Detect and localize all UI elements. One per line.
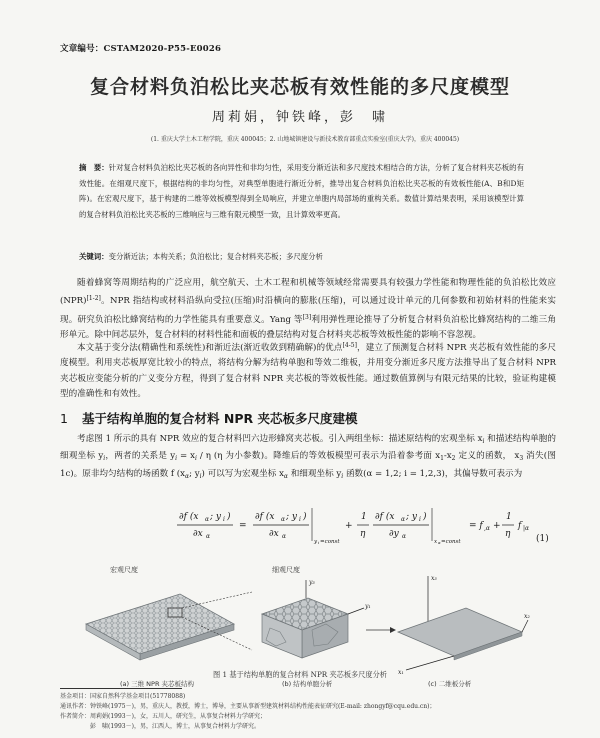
subscript: α <box>185 472 190 480</box>
article-number: 文章编号：CSTAM2020-P55-E0026 <box>60 44 222 54</box>
svg-text:x₃: x₃ <box>431 575 437 582</box>
text-run: 考虑图 1 所示的具有 NPR 效应的复合材料凹六边形蜂窝夹芯板。引入两组坐标：描述原结构的宏观坐标 x <box>77 434 483 444</box>
citation: [4-5] <box>342 342 357 349</box>
svg-text:=: = <box>239 521 247 531</box>
svg-text:+: + <box>345 521 353 531</box>
subcaption-b: (b) 结构单胞分析 <box>282 680 333 688</box>
svg-text:∂f (x: ∂f (x <box>179 512 199 522</box>
svg-text:x: x <box>434 539 438 545</box>
text-run: 利用弹性理论推导了分析复合材料负泊松比蜂窝结构的二维三角形单元。除中间芯层外，复合材料的材料性能和面板的叠层结构对复合材料夹芯板等效板性能的影响不容忽视。 <box>60 314 556 340</box>
subcaption-a: (a) 三维 NPR 夹芯板结构 <box>120 680 195 688</box>
text-run: 和细观坐标 y <box>287 468 342 479</box>
text-run: 本文基于变分法(精确性和系统性)和渐近法(渐近收敛到精确解)的优点 <box>77 343 343 353</box>
keywords <box>79 250 524 264</box>
unit-cell <box>262 579 371 658</box>
svg-text:∂f (x: ∂f (x <box>255 512 275 522</box>
footnote-divider <box>60 688 182 689</box>
svg-text:x₂: x₂ <box>524 613 530 620</box>
svg-text:i: i <box>419 516 421 523</box>
author-list: 周莉娟，钟铁峰，彭 啸 <box>211 110 388 125</box>
svg-text:y₃: y₃ <box>309 579 315 586</box>
svg-text:α: α <box>401 516 406 523</box>
affiliation: (1. 重庆大学土木工程学院，重庆 400045；2. 山地城镇建设与新技术教育部重点实验室(重庆大学)，重庆 400045) <box>150 136 460 143</box>
section-1-paragraph <box>60 432 556 484</box>
keywords-label: 关键词： <box>79 252 109 261</box>
text-run: ) 可以写为宏观坐标 x <box>201 468 284 479</box>
text-run: 和描述结构单胞的细观坐标 y <box>60 434 557 462</box>
svg-text:i: i <box>299 516 301 523</box>
svg-text:α: α <box>281 516 286 523</box>
figure-caption: 图 1 基于结构单胞的复合材料 NPR 夹芯板多尺度分析 <box>212 670 387 679</box>
svg-text:|α: |α <box>523 525 530 532</box>
subscript: 3 <box>519 455 524 463</box>
subscript: i <box>199 472 202 480</box>
paper-title: 复合材料负泊松比夹芯板有效性能的多尺度模型 <box>89 76 510 98</box>
footnote-corresponding-author: 通讯作者：钟铁峰(1975－)，男，重庆人，教授，博士，博导，主要从事新型建筑材料结构性能表征研究(E-mail: zhongyf@cqu.edu.cn)； <box>60 703 436 710</box>
subscript: i <box>195 455 197 463</box>
subscript: i <box>341 472 344 480</box>
svg-text:): ) <box>303 512 307 522</box>
subscript: i <box>175 455 177 463</box>
svg-text:η: η <box>360 529 366 539</box>
macro-scale-label: 宏观尺度 <box>110 566 138 574</box>
subscript: 1 <box>440 455 444 463</box>
footnote-author-bio: 彭 啸(1993－)，男，江西人，博士，从事复合材料力学研究。 <box>60 723 260 730</box>
text-run: ，两者的关系是 y <box>105 451 176 462</box>
footnote-author-bio: 作者简介：周莉娟(1993－)，女，五川人，研究生，从事复合材料力学研究； <box>60 713 266 720</box>
svg-text:α: α <box>206 533 211 540</box>
svg-text:∂y: ∂y <box>389 529 399 539</box>
svg-text:+: + <box>493 521 501 531</box>
section-number: 1 <box>60 411 68 426</box>
subcaption-c: (c) 二维板分析 <box>428 680 472 688</box>
svg-text:,α: ,α <box>484 525 490 532</box>
subscript: α <box>283 472 288 480</box>
citation: [1-2] <box>86 295 101 303</box>
svg-text:f: f <box>518 521 522 531</box>
section-heading <box>60 409 357 427</box>
section-title: 基于结构单胞的复合材料 NPR 夹芯板多尺度建模 <box>82 411 358 426</box>
text-run: 消失(图 1c)。原非均匀结构的场函数 f (x <box>60 451 556 479</box>
svg-text:= f: = f <box>469 521 483 531</box>
svg-text:; y: ; y <box>406 512 417 522</box>
keywords-text: 变分渐近法；本构关系；负泊松比；复合材料夹芯板；多尺度分析 <box>108 252 323 261</box>
equivalent-2d-plate <box>398 575 530 676</box>
svg-text:η: η <box>505 529 511 539</box>
svg-text:; y: ; y <box>210 512 221 522</box>
equation-1 <box>175 505 560 555</box>
svg-text:=const: =const <box>320 539 340 545</box>
footnotes <box>60 692 560 732</box>
micro-scale-label: 细观尺度 <box>272 566 300 574</box>
svg-text:α: α <box>438 540 441 545</box>
text-run: ，建立了预测复合材料 NPR 夹芯板有效性能的多尺度模型。利用夹芯板厚宽比较小的特点，将结构分解为结构单胞和等效二维板，并用变分渐近多尺度方法推导出了复合材料 NPR 夹芯板应变能分析的广义变分方程，得到了复合材料 NPR 夹芯板的等效板性能。通过数值算例与有限元结果的比较，验证构建模型的准确性和有效性。 <box>60 343 556 399</box>
abstract-text: 针对复合材料负泊松比夹芯板的各向异性和非均匀性，采用变分渐近法和多尺度技术相结合的方法，分析了复合材料夹芯板的有效性能。在细观尺度下，根据结构的非均匀性，对典型单胞进行渐近分析，推导出复合材料负泊松比夹芯板的有效板性能(A、B和D矩阵)。在宏观尺度下，基于构建的二维等效板模型得到全局响应，并建立单胞内局部场的重构关系。数值计算结果表明，采用该模型计算的复合材料负泊松比夹芯板的三维响应与三维有限元模型一致，且计算效率更高。 <box>79 163 524 219</box>
svg-text:1: 1 <box>506 512 512 522</box>
text-run: / η (η 为小参数)。降维后的等效板模型可表示为沿着参考面 x <box>196 451 441 462</box>
text-run: 。NPR 指结构或材料沿纵向受拉(压缩)时沿横向的膨胀(压缩)，可以通过设计单元的几何参数和初始材料的性能来实现。研究负泊松比蜂窝结构的力学性能具有重要意义。Yang 等 <box>60 296 556 325</box>
svg-text:y₁: y₁ <box>365 603 371 610</box>
svg-text:i: i <box>223 516 225 523</box>
subscript: i <box>482 438 485 445</box>
text-run: -x <box>443 451 452 462</box>
intro-paragraph-1 <box>60 276 556 343</box>
subscript: i <box>103 455 106 463</box>
svg-text:α: α <box>282 533 287 540</box>
svg-text:1: 1 <box>361 512 367 522</box>
equation-number: (1) <box>536 534 549 544</box>
text-run: ; y <box>189 468 200 479</box>
text-run: = x <box>177 451 195 462</box>
abstract <box>79 160 524 222</box>
text-run: 函数(α = 1,2; i = 1,2,3)，其偏导数可表示为 <box>343 468 523 479</box>
svg-text:=const: =const <box>441 539 461 545</box>
svg-text:; y: ; y <box>286 512 297 522</box>
svg-text:∂x: ∂x <box>269 529 279 539</box>
svg-text:α: α <box>402 533 407 540</box>
subscript: 2 <box>451 455 456 463</box>
svg-text:y: y <box>314 539 318 545</box>
svg-text:): ) <box>227 512 231 522</box>
svg-text:i: i <box>318 540 320 545</box>
svg-text:x₁: x₁ <box>398 669 404 676</box>
sandwich-plate-3d <box>86 592 252 660</box>
citation: [3] <box>302 313 312 321</box>
text-run: 定义的函数， x <box>455 451 520 462</box>
svg-text:): ) <box>423 512 427 522</box>
text-run: 随着蜂窝等周期结构的广泛应用，航空航天、土木工程和机械等领域经常需要具有较强力学性能和物理性能的负泊松比效应(NPR) <box>60 278 556 307</box>
footnote-funding: 基金项目：国家自然科学基金项目(51778088) <box>60 693 186 700</box>
svg-text:∂x: ∂x <box>193 529 203 539</box>
svg-text:α: α <box>205 516 210 523</box>
svg-text:∂f (x: ∂f (x <box>375 512 395 522</box>
intro-paragraph-2 <box>60 338 556 402</box>
abstract-label: 摘 要： <box>79 163 109 172</box>
